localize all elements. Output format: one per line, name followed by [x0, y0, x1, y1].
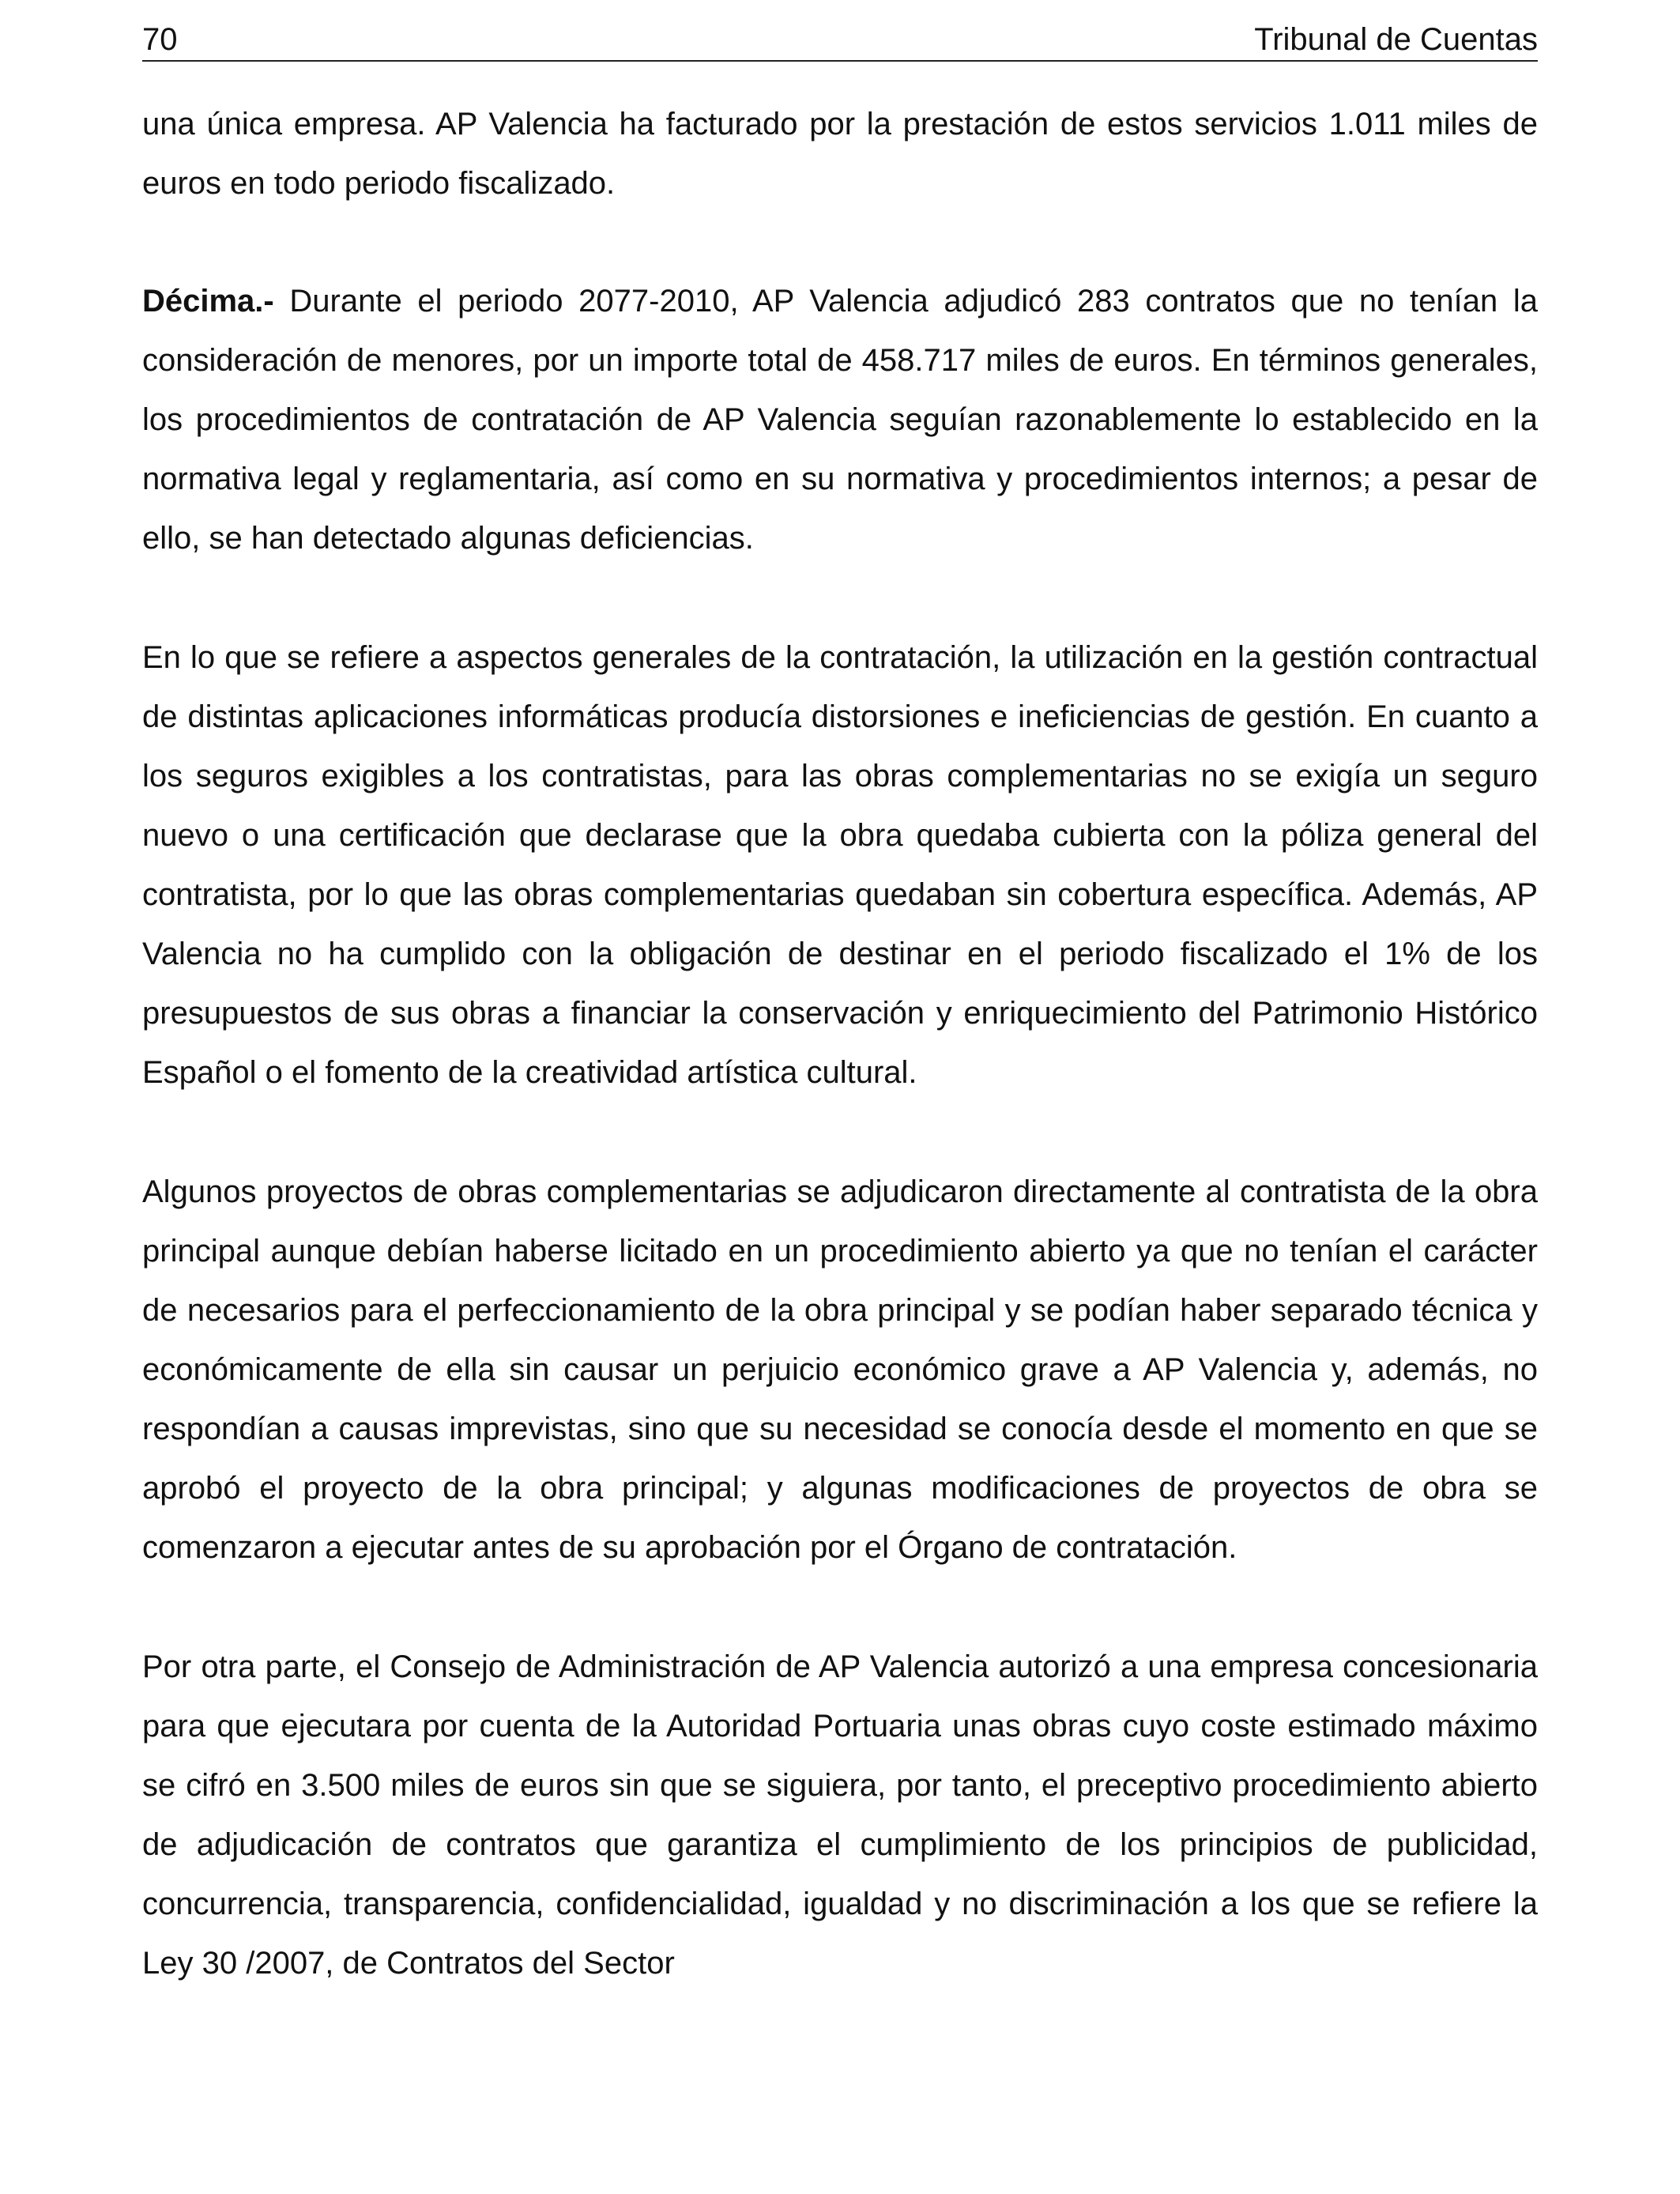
paragraph-decima	[142, 272, 1538, 568]
header-title: Tribunal de Cuentas	[1254, 22, 1538, 57]
paragraph-general-aspects	[142, 628, 1538, 1103]
document-body	[142, 95, 1538, 2053]
paragraph-board-authorization	[142, 1638, 1538, 1993]
paragraph-lead-label: Décima.-	[142, 284, 274, 319]
paragraph-text: Durante el periodo 2077-2010, AP Valencia adjudicó 283 contratos que no tenían la consideración de menores, por un importe total de 458.717 miles de euros. En términos generales, los procedimientos de contratación de AP Valencia seguían razonablemente lo establecido en la normativa legal y reglamentaria, así como en su normativa y procedimientos internos; a pesar de ello, se han detectado algunas deficiencias.	[142, 284, 1538, 556]
paragraph-text: Algunos proyectos de obras complementarias se adjudicaron directamente al contratista de la obra principal aunque debían haberse licitado en un procedimiento abierto ya que no tenían el carácter de necesarios para el perfeccionamiento de la obra principal y se podían haber separado técnica y económicamente de ella sin causar un perjuicio económico grave a AP Valencia y, además, no respondían a causas imprevistas, sino que su necesidad se conocía desde el momento en que se aprobó el proyecto de la obra principal; y algunas modificaciones de proyectos de obra se comenzaron a ejecutar antes de su aprobación por el Órgano de contratación.	[142, 1174, 1538, 1565]
page-header	[142, 17, 1538, 62]
paragraph-text: una única empresa. AP Valencia ha facturado por la prestación de estos servicios 1.011 miles de euros en todo periodo fiscalizado.	[142, 107, 1538, 201]
paragraph-complementary-works	[142, 1163, 1538, 1578]
page-number: 70	[142, 22, 178, 57]
paragraph-continuation	[142, 95, 1538, 213]
paragraph-text: En lo que se refiere a aspectos generales de la contratación, la utilización en la gestión contractual de distintas aplicaciones informáticas producía distorsiones e ineficiencias de gestión. En cuanto a los seguros exigibles a los contratistas, para las obras complementarias no se exigía un seguro nuevo o una certificación que declarase que la obra quedaba cubierta con la póliza general del contratista, por lo que las obras complementarias quedaban sin cobertura específica. Además, AP Valencia no ha cumplido con la obligación de destinar en el periodo fiscalizado el 1% de los presupuestos de sus obras a financiar la conservación y enriquecimiento del Patrimonio Histórico Español o el fomento de la creatividad artística cultural.	[142, 640, 1538, 1090]
paragraph-text: Por otra parte, el Consejo de Administración de AP Valencia autorizó a una empresa concesionaria para que ejecutara por cuenta de la Autoridad Portuaria unas obras cuyo coste estimado máximo se cifró en 3.500 miles de euros sin que se siguiera, por tanto, el preceptivo procedimiento abierto de adjudicación de contratos que garantiza el cumplimiento de los principios de publicidad, concurrencia, transparencia, confidencialidad, igualdad y no discriminación a los que se refiere la Ley 30 /2007, de Contratos del Sector	[142, 1649, 1538, 1981]
